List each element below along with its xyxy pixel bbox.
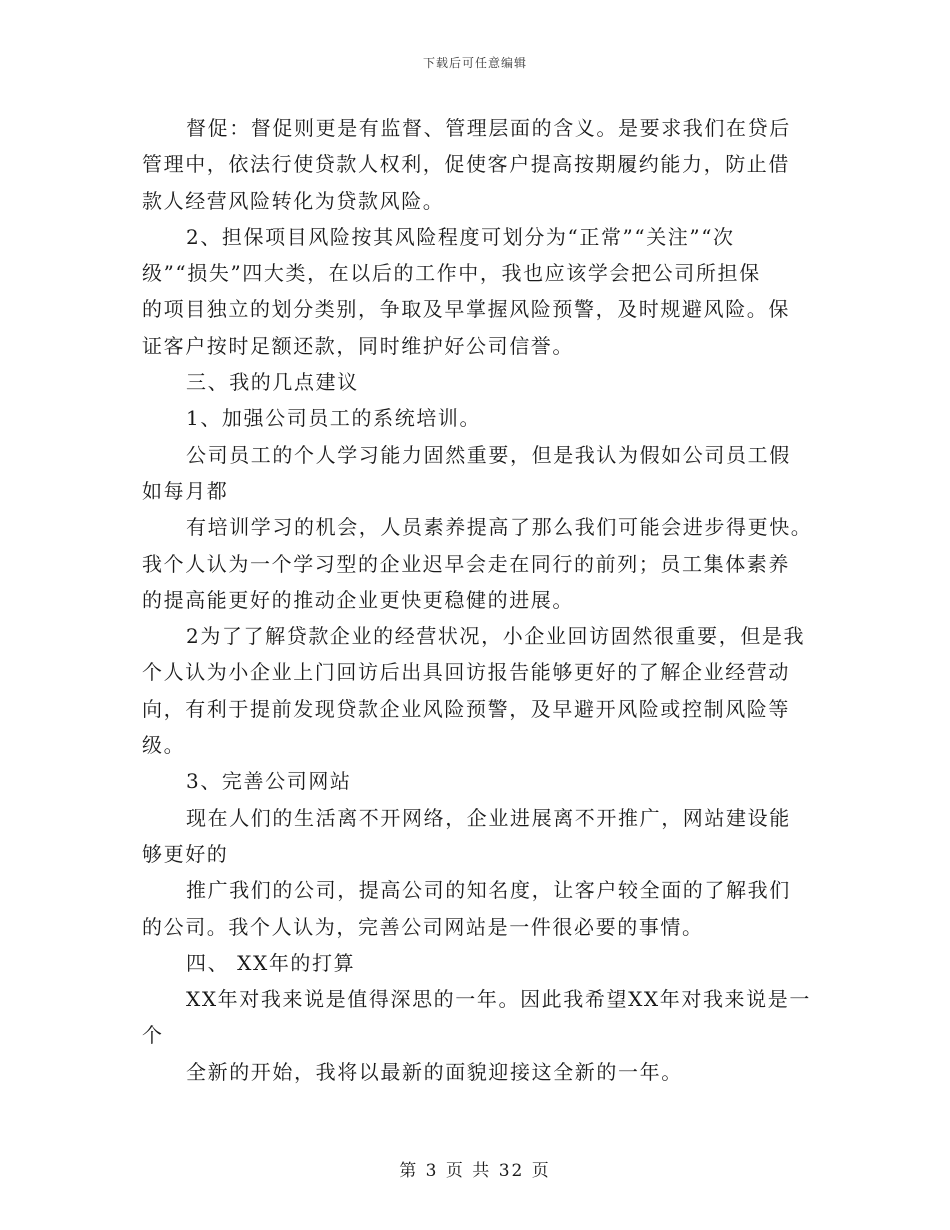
paragraph-line: 个 [142, 1023, 164, 1048]
paragraph-line: 全新的开始，我将以最新的面貌迎接这全新的一年。 [186, 1059, 683, 1084]
document-body [142, 110, 814, 1090]
paragraph-line: 的项目独立的划分类别，争取及早掌握风险预警，及时规避风险。保 [142, 297, 790, 322]
paragraph-line: 个人认为小企业上门回访后出具回访报告能够更好的了解企业经营动 [142, 660, 790, 685]
paragraph-line: 2为了了解贷款企业的经营状况，小企业回访固然很重要，但是我 [186, 624, 806, 649]
paragraph-line: 督促：督促则更是有监督、管理层面的含义。是要求我们在贷后 [186, 116, 791, 140]
paragraph-line: 公司员工的个人学习能力固然重要，但是我认为假如公司员工假 [186, 442, 791, 467]
paragraph-line: 的公司。我个人认为，完善公司网站是一件很必要的事情。 [142, 914, 704, 939]
section-heading: 四、 XX年的打算 [186, 950, 356, 975]
paragraph-line: 管理中，依法行使贷款人权利，促使客户提高按期履约能力，防止借 [142, 152, 790, 177]
paragraph-line: XX年对我来说是值得深思的一年。因此我希望XX年对我来说是一 [186, 987, 811, 1012]
paragraph-line: 2、担保项目风险按其风险程度可划分为“正常”“关注”“次 [186, 224, 735, 249]
paragraph-line: 证客户按时足额还款，同时维护好公司信誉。 [142, 333, 574, 358]
paragraph-line: 够更好的 [142, 841, 229, 866]
paragraph-line: 有培训学习的机会，人员素养提高了那么我们可能会进步得更快。 [186, 515, 813, 540]
paragraph-line: 级”“损失”四大类，在以后的工作中，我也应该学会把公司所担保 [142, 261, 761, 286]
paragraph-line: 向，有利于提前发现贷款企业风险预警，及早避开风险或控制风险等 [142, 696, 790, 721]
page-footer: 第 3 页 共 32 页 [399, 1161, 551, 1181]
paragraph-line: 如每月都 [142, 478, 229, 503]
paragraph-line: 我个人认为一个学习型的企业迟早会走在同行的前列；员工集体素养 [142, 551, 790, 576]
paragraph-line: 现在人们的生活离不开网络，企业进展离不开推广，网站建设能 [186, 805, 791, 830]
page-header: 下载后可任意编辑 [422, 56, 527, 70]
paragraph-line: 的提高能更好的推动企业更快更稳健的进展。 [142, 587, 574, 612]
paragraph-line: 级。 [142, 733, 186, 758]
subsection-heading: 3、完善公司网站 [186, 769, 352, 794]
paragraph-line: 推广我们的公司，提高公司的知名度，让客户较全面的了解我们 [186, 878, 791, 903]
subsection-heading: 1、加强公司员工的系统培训。 [186, 406, 482, 431]
section-heading: 三、我的几点建议 [186, 370, 359, 395]
paragraph-line: 款人经营风险转化为贷款风险。 [142, 188, 445, 213]
